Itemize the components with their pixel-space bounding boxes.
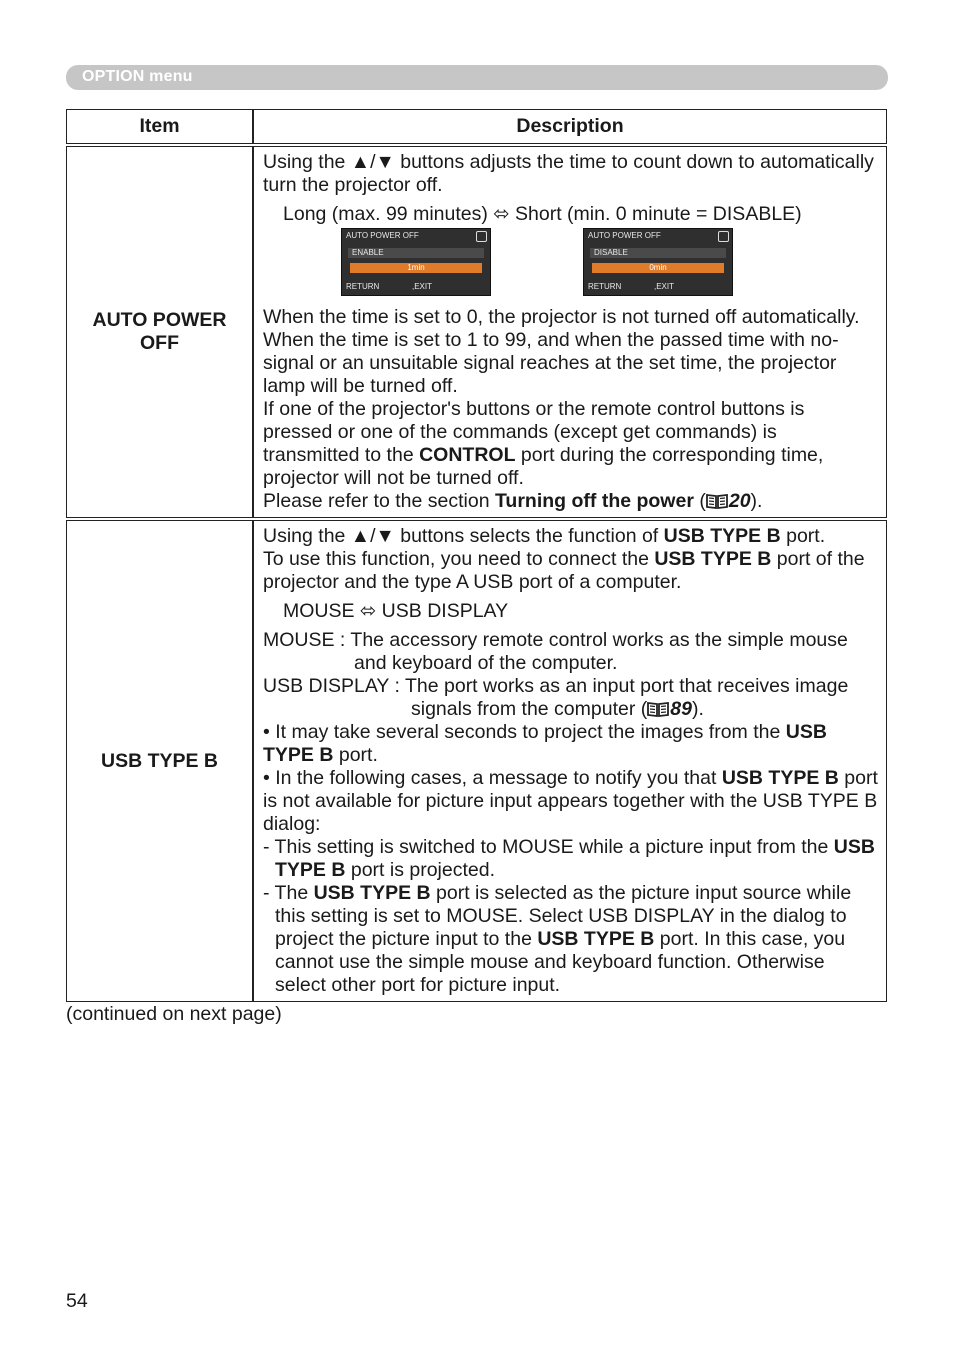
description-usb-type-b xyxy=(253,520,887,1002)
osd-enable-screenshot: AUTO POWER OFF ENABLE 1min RETURN ,EXIT xyxy=(341,228,491,296)
mouse-option-text: MOUSE : The accessory remote control works as the simple mouse and keyboard of the computer. xyxy=(263,629,848,674)
section-title: OPTION menu xyxy=(82,68,193,85)
book-icon xyxy=(706,493,728,509)
column-header-description: Description xyxy=(253,109,887,144)
osd-disable-screenshot: AUTO POWER OFF DISABLE 0min RETURN ,EXIT xyxy=(583,228,733,296)
description-auto-power-off xyxy=(253,146,887,518)
item-usb-type-b: USB TYPE B xyxy=(66,520,253,1002)
case-selected-text: - The USB TYPE B port is selected as the picture input source while this setting is set to MOUSE. Select USB DISPLAY in the dialog to project the picture input to the USB TYPE B port. In this case, you cannot use the simple mouse and keyboard function. Otherwise select other port for picture input. xyxy=(263,882,852,996)
intro-text: Using the ▲/▼ buttons adjusts the time to count down to automatically turn the projector off. xyxy=(263,151,874,196)
table-row xyxy=(66,146,887,518)
bullet-cases-text: • In the following cases, a message to notify you that USB TYPE B port is not available for picture input appears together with the USB TYPE B dialog: xyxy=(263,767,878,835)
page-number: 54 xyxy=(66,1290,88,1312)
column-header-item: Item xyxy=(66,109,253,144)
table-row xyxy=(66,520,887,1002)
usb-display-option-text: USB DISPLAY : The port works as an input port that receives image signals from the computer ( 89). xyxy=(263,675,849,720)
close-icon xyxy=(718,231,729,242)
page-ref-89: 89 xyxy=(670,698,692,720)
section-header-bar xyxy=(66,65,888,90)
table-header-row xyxy=(66,109,887,144)
function-text: Using the ▲/▼ buttons selects the function of USB TYPE B port. xyxy=(263,525,826,547)
reference-text: Please refer to the section Turning off the power ( 20). xyxy=(263,490,763,512)
option-table xyxy=(66,109,887,1002)
close-icon xyxy=(476,231,487,242)
control-port-text: If one of the projector's buttons or the remote control buttons is pressed or one of the commands (except get commands) is transmitted to the CONTROL port during the corresponding time, projector will not be turned off. xyxy=(263,398,824,489)
item-auto-power-off: AUTO POWER OFF xyxy=(66,146,253,518)
range-text: Long (max. 99 minutes) ⬄ Short (min. 0 minute = DISABLE) xyxy=(283,203,802,225)
osd-screenshots xyxy=(263,228,878,298)
case-mouse-text: - This setting is switched to MOUSE while a picture input from the USB TYPE B port is projected. xyxy=(263,836,875,881)
page-ref-20: 20 xyxy=(728,490,751,512)
bullet-delay-text: • It may take several seconds to project the images from the USB TYPE B port. xyxy=(263,721,827,766)
behavior-text: When the time is set to 0, the projector is not turned off automatically. When the time is set to 1 to 99, and when the passed time with no-signal or an unsuitable signal reaches at the set time, the projector lamp will be turned off. xyxy=(263,306,860,397)
continued-note: (continued on next page) xyxy=(66,1003,282,1025)
book-icon xyxy=(647,701,669,717)
options-text: MOUSE ⬄ USB DISPLAY xyxy=(283,600,509,622)
connect-text: To use this function, you need to connect the USB TYPE B port of the projector and the type A USB port of a computer. xyxy=(263,548,865,593)
